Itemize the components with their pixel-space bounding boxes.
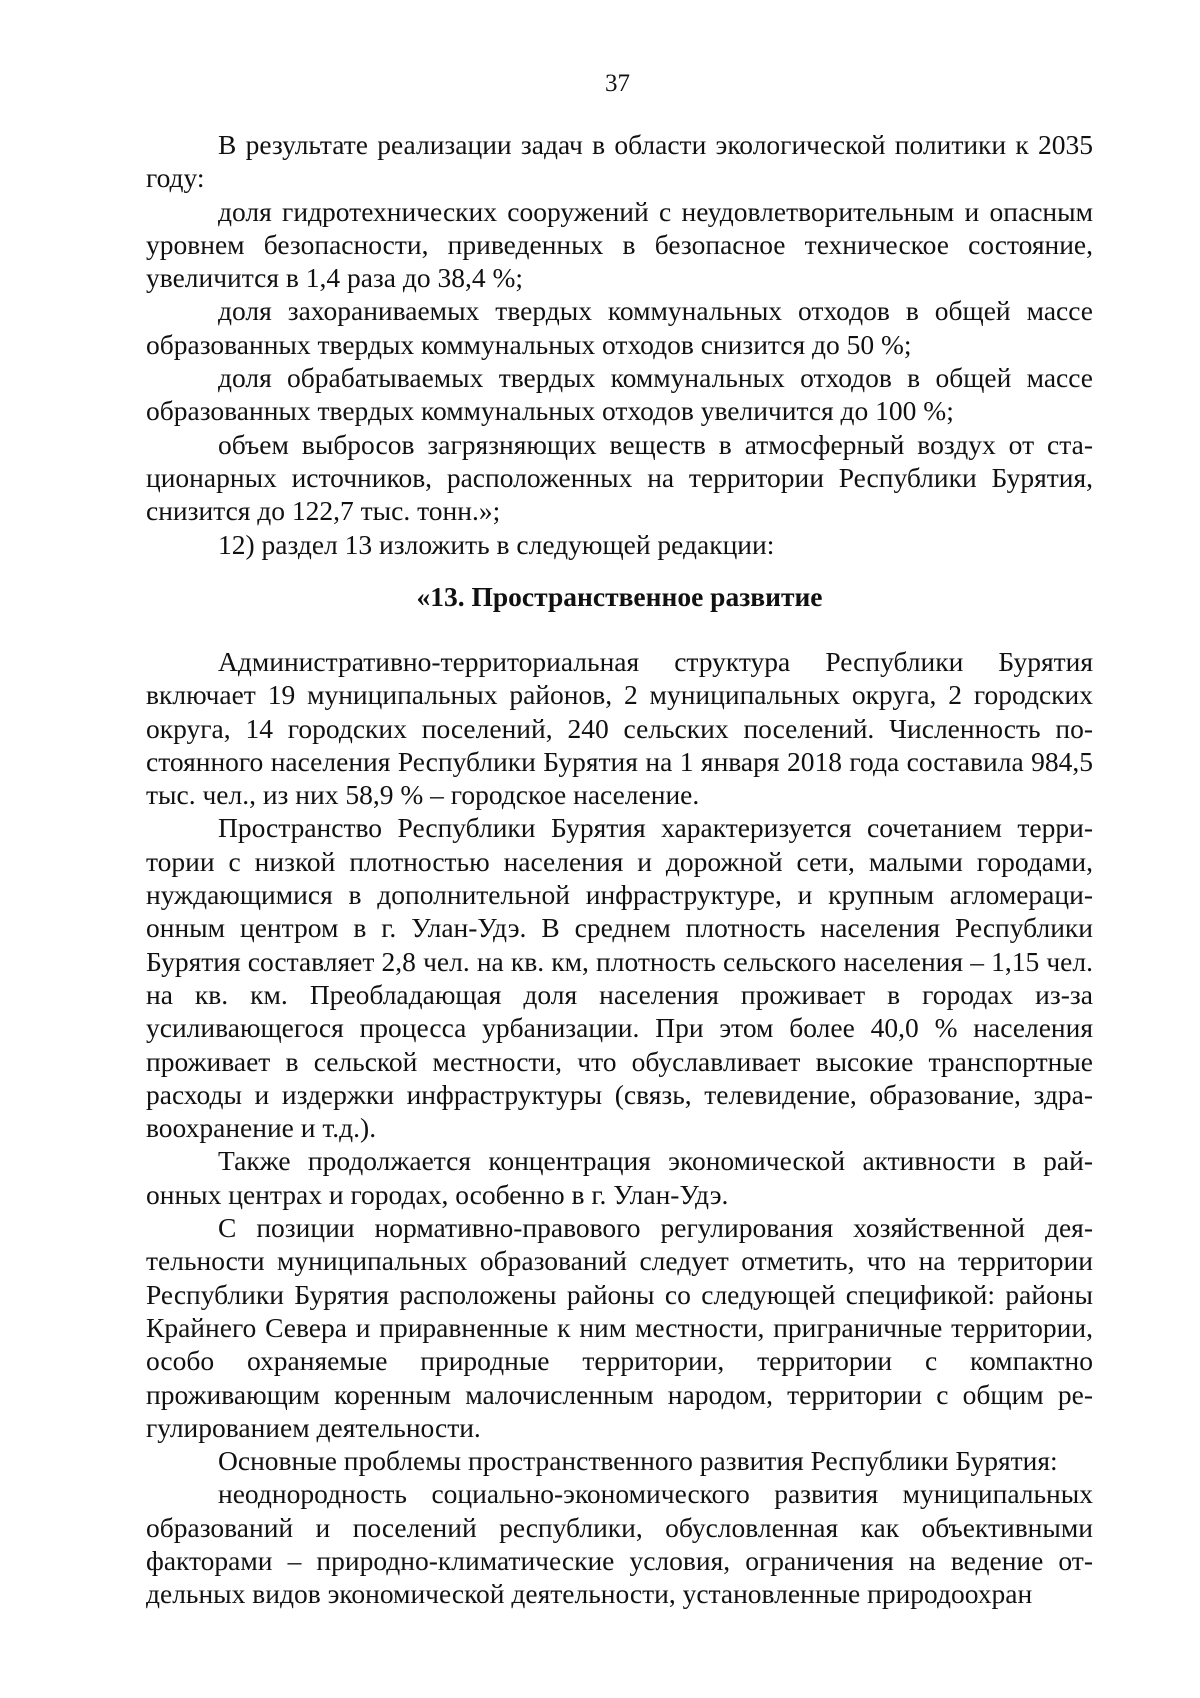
section-heading: «13. Пространственное развитие: [416, 581, 823, 612]
paragraph-buried-waste: доля захораниваемых твердых коммунальных отходов в общей массе образованных твердых коммунальных отходов снизится до 50 %;: [146, 295, 1093, 360]
paragraph-heterogeneity: неоднородность социально-экономического развития муниципальных образований и поселений республики, обусловленная как объективными факторами – природно-климатические условия, ограничения на ведение отдельных видов экономической деятельности, установленные природоохран: [146, 1478, 1093, 1610]
paragraph-economic-concentration: Также продолжается концентрация экономической активности в районных центрах и городах, особенно в г. Улан-Удэ.: [146, 1145, 1093, 1210]
paragraph-results-intro: В результате реализации задач в области экологической политики к 2035 году:: [146, 129, 1093, 194]
paragraph-territory-description: Пространство Республики Бурятия характеризуется сочетанием территории с низкой плотностью населения и дорожной сети, малыми городами, нуждающимися в дополнительной инфраструктуре, и крупным агломерационным центром в г. Улан-Удэ. В среднем плотность населения Республики Бурятия составляет 2,8 чел. на кв. км, плотность сельского населения – 1,15 чел. на кв. км. Преобладающая доля населения проживает в городах из-за усиливающегося процесса урбанизации. При этом более 40,0 % населения проживает в сельской местности, что обуславливает высокие транспортные расходы и издержки инфраструктуры (связь, телевидение, образование, здравоохранение и т.д.).: [146, 812, 1093, 1144]
paragraph-main-problems: Основные проблемы пространственного развития Республики Бурятия:: [218, 1445, 1058, 1477]
paragraph-processed-waste: доля обрабатываемых твердых коммунальных отходов в общей массе образованных твердых коммунальных отходов увеличится до 100 %;: [146, 362, 1093, 427]
paragraph-section-13-instruction: 12) раздел 13 изложить в следующей редакции:: [218, 528, 775, 560]
paragraph-air-emissions: объем выбросов загрязняющих веществ в атмосферный воздух от стационарных источников, расположенных на территории Республики Бурятия, снизится до 122,7 тыс. тонн.»;: [146, 428, 1093, 527]
paragraph-hydro-structures: доля гидротехнических сооружений с неудовлетворительным и опасным уровнем безопасности, приведенных в безопасное техническое состояние, увеличится в 1,4 раза до 38,4 %;: [146, 195, 1093, 294]
paragraph-admin-structure: Административно-территориальная структура Республики Бурятия включает 19 муниципальных районов, 2 муниципальных округа, 2 городских округа, 14 городских поселений, 240 сельских поселений. Численность постоянного населения Республики Бурятия на 1 января 2018 года составила 984,5 тыс. чел., из них 58,9 % – городское население.: [146, 646, 1093, 811]
page-number: 37: [605, 70, 630, 97]
paragraph-regulatory-specifics: С позиции нормативно-правового регулирования хозяйственной деятельности муниципальных образований следует отметить, что на территории Республики Бурятия расположены районы со следующей спецификой: районы Крайнего Севера и приравненные к ним местности, приграничные территории, особо охраняемые природные территории, территории с компактно проживающим коренным малочисленным народом, территории с общим регулированием деятельности.: [146, 1212, 1093, 1443]
section-text-block: [146, 645, 1093, 1611]
intro-text-block: [146, 128, 1093, 561]
